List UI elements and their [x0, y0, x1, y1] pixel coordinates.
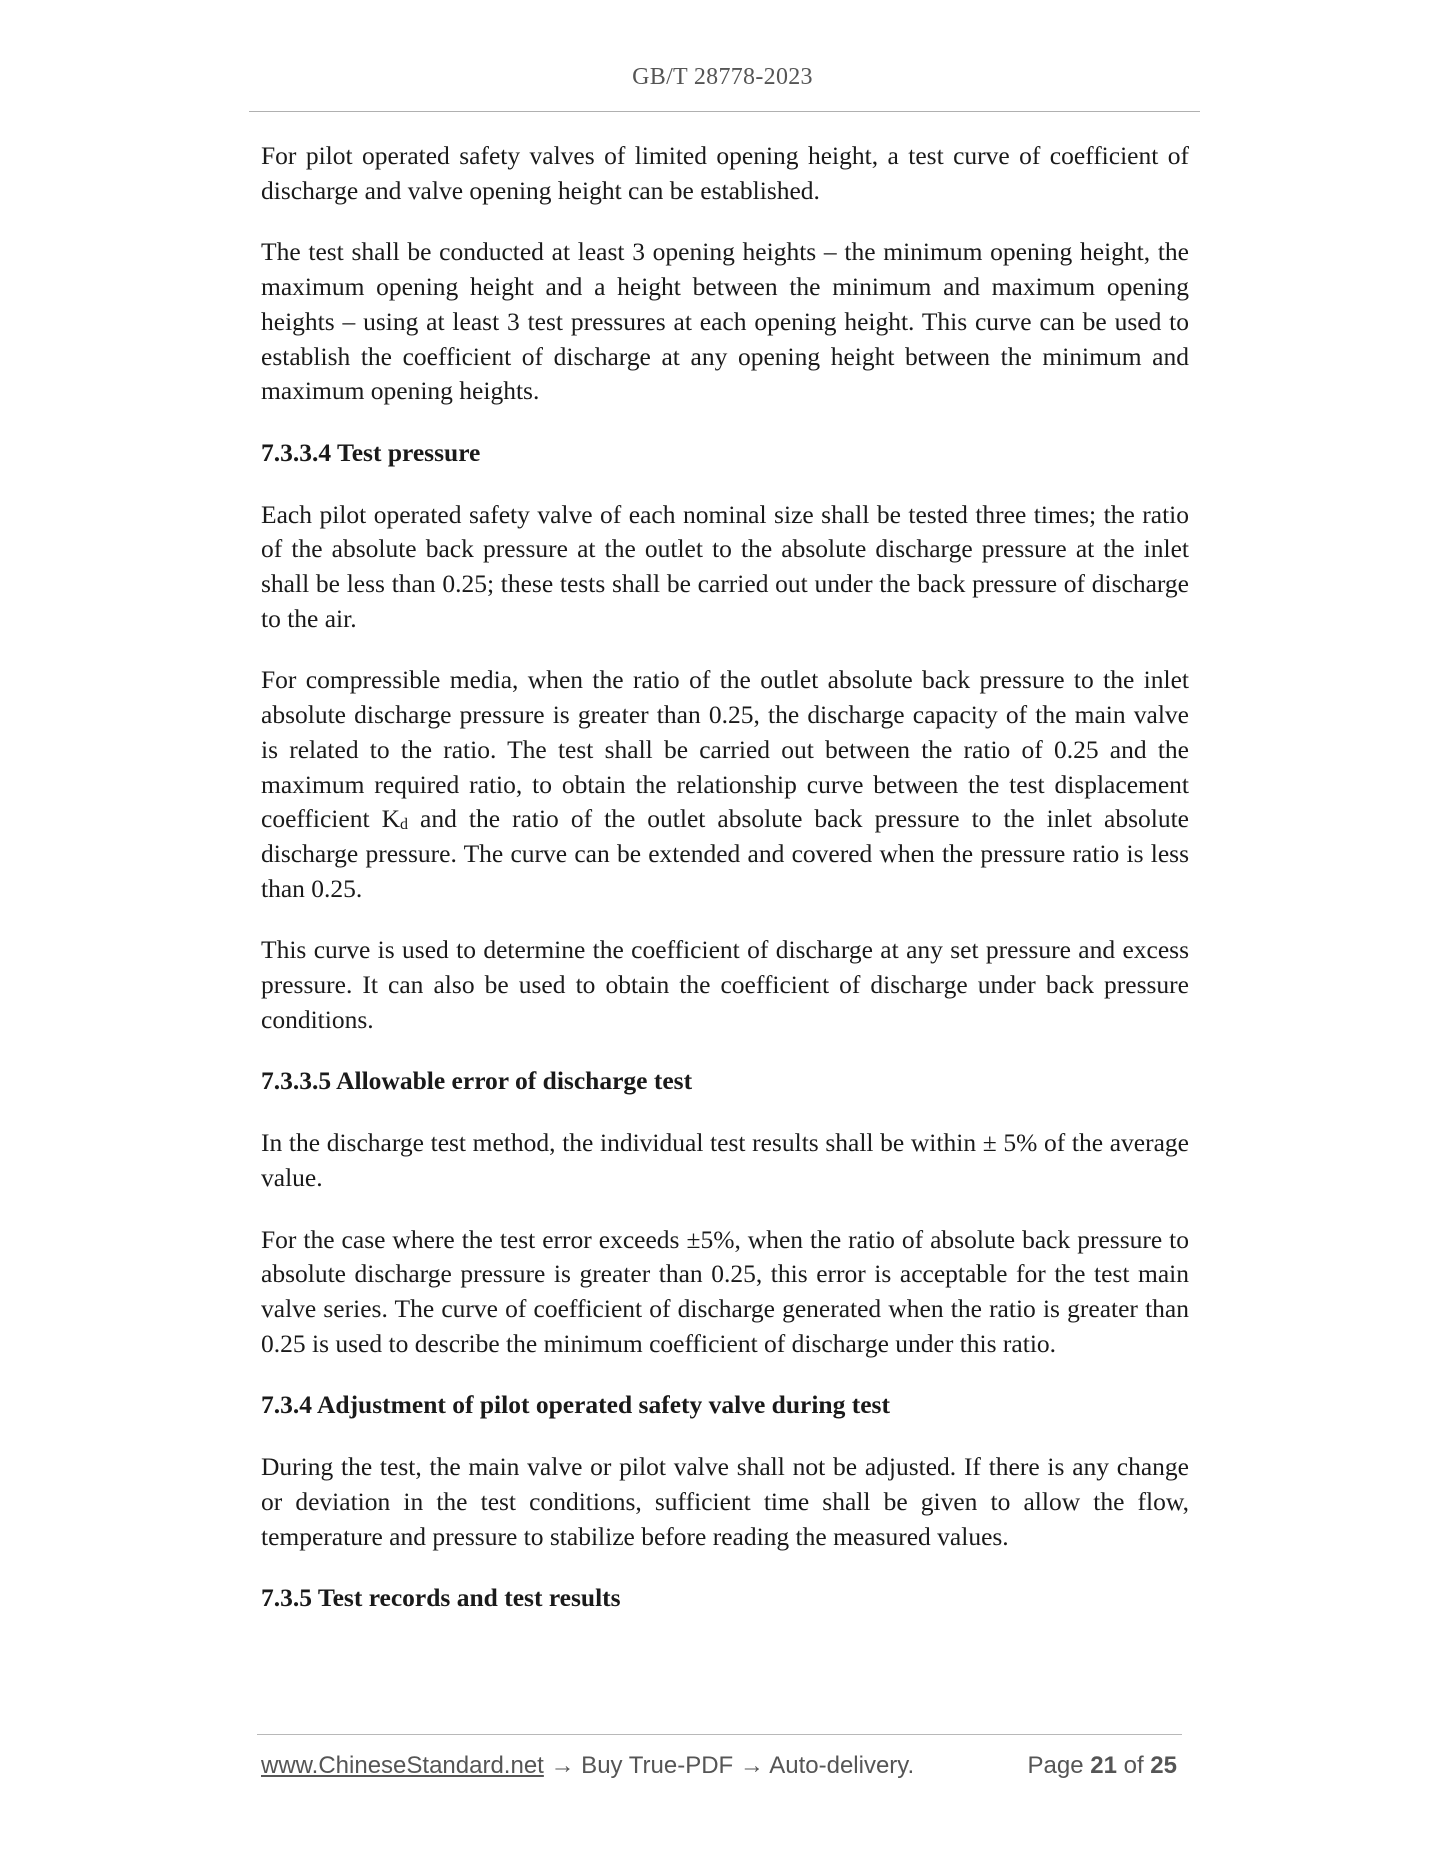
page-counter [1028, 1752, 1178, 1780]
footer-promo [261, 1752, 914, 1780]
paragraph-compressible-media-part1: For compressible media, when the ratio of the outlet absolute back pressure to the inlet absolute discharge pressure is greater than 0.25, the discharge capacity of the main valve is related to the ratio. The test shall be carried out between the ratio of 0.25 and the maximum required ratio, to obtain the relationship curve between the test displacement coefficient K [261, 665, 1189, 834]
section-heading-7-3-4: 7.3.4 Adjustment of pilot operated safety valve during test [261, 1390, 890, 1420]
section-heading-7-3-3-4: 7.3.3.4 Test pressure [261, 437, 481, 467]
paragraph-no-adjustment: During the test, the main valve or pilot valve shall not be adjusted. If there is any change or deviation in the test conditions, sufficient time shall be given to allow the flow, temperature and pressure to stabilize before reading the measured values. [261, 1452, 1189, 1551]
paragraph-compressible-media-part2: and the ratio of the outlet absolute back pressure to the inlet absolute discharge pressure. The curve can be extended and covered when the pressure ratio is less than 0.25. [261, 804, 1189, 903]
paragraph-test-three-times: Each pilot operated safety valve of each nominal size shall be tested three times; the ratio of the absolute back pressure at the outlet to the absolute discharge pressure at the inlet shall be less than 0.25; these tests shall be carried out under the back pressure of discharge to the air. [261, 499, 1189, 633]
paragraph-compressible-media [261, 663, 1189, 906]
total-pages-number: 25 [1150, 1752, 1177, 1779]
website-link[interactable]: www.ChineseStandard.net [261, 1752, 544, 1779]
paragraph-opening-heights-test: The test shall be conducted at least 3 opening heights – the minimum opening height, the maximum opening height and a height between the minimum and maximum opening heights – using at least 3 test pressures at each opening height. This curve can be used to establish the coefficient of discharge at any opening height between the minimum and maximum opening heights. [261, 237, 1189, 406]
page-body [261, 139, 1189, 1643]
kd-subscript: d [400, 816, 408, 834]
paragraph-test-error-exceeds: For the case where the test error exceeds ±5%, when the ratio of absolute back pressure to absolute discharge pressure is greater than 0.25, this error is acceptable for the test main valve series. The curve of coefficient of discharge generated when the ratio is greater than 0.25 is used to describe the minimum coefficient of discharge under this ratio. [261, 1224, 1189, 1358]
document-code-header: GB/T 28778-2023 [632, 64, 813, 90]
page-footer [261, 1752, 1182, 1784]
header-divider [249, 111, 1200, 112]
paragraph-limited-opening-height: For pilot operated safety valves of limited opening height, a test curve of coefficient of discharge and valve opening height can be established. [261, 141, 1189, 205]
footer-divider [257, 1734, 1182, 1735]
section-heading-7-3-5: 7.3.5 Test records and test results [261, 1583, 621, 1613]
page-label: Page [1027, 1752, 1084, 1779]
paragraph-curve-usage: This curve is used to determine the coefficient of discharge at any set pressure and excess pressure. It can also be used to obtain the coefficient of discharge under back pressure conditions. [261, 935, 1189, 1034]
current-page-number: 21 [1090, 1752, 1117, 1779]
section-heading-7-3-3-5: 7.3.3.5 Allowable error of discharge test [261, 1066, 693, 1096]
footer-tagline: → Buy True-PDF → Auto-delivery. [543, 1752, 915, 1779]
of-label: of [1123, 1752, 1144, 1779]
paragraph-individual-results: In the discharge test method, the individual test results shall be within ± 5% of the average value. [261, 1128, 1189, 1192]
